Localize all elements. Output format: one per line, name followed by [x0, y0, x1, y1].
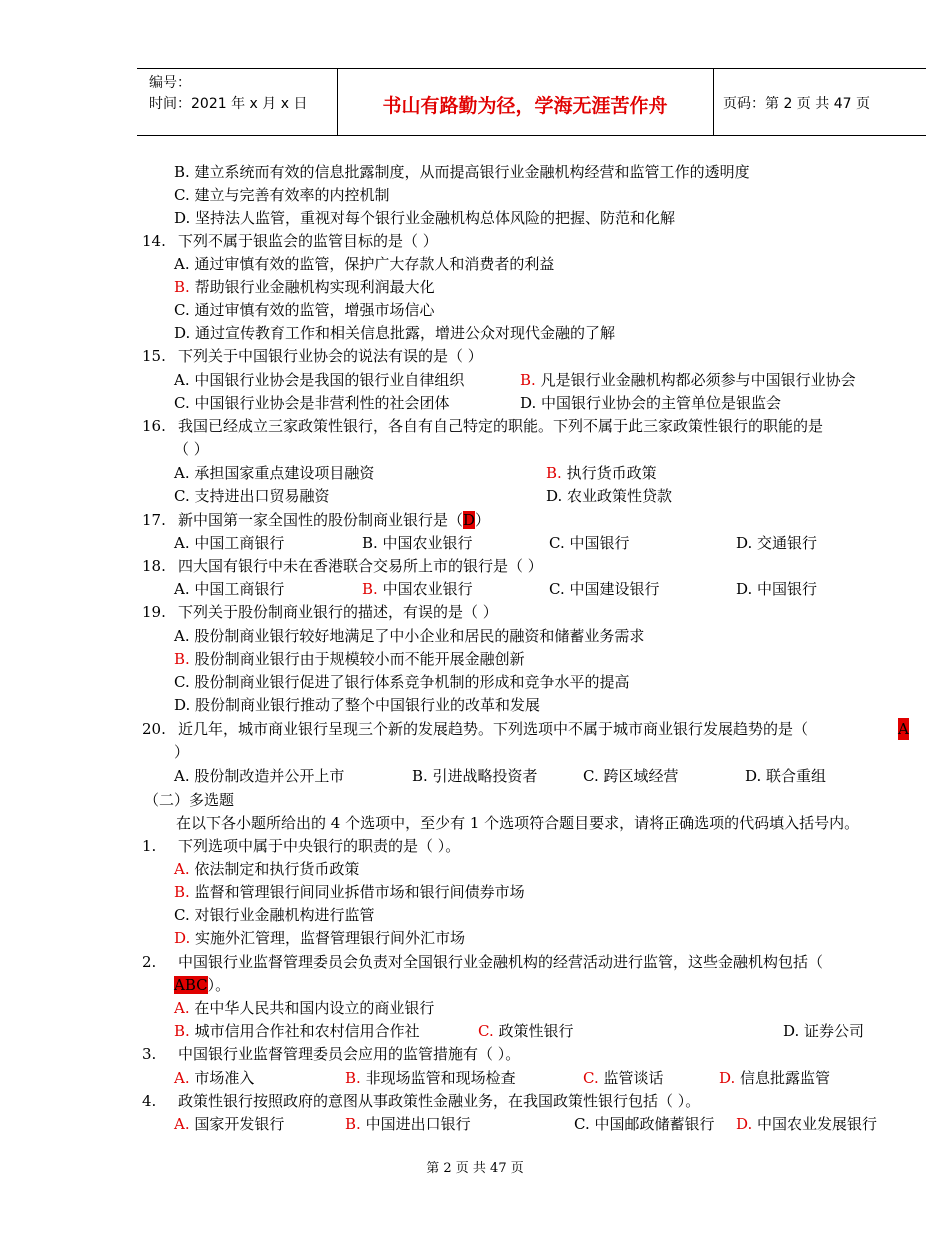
section-heading: （二）多选题	[144, 791, 235, 809]
option-line	[174, 858, 359, 880]
option-line	[174, 276, 435, 298]
section-instructions: 在以下各小题所给出的 4 个选项中，至少有 1 个选项符合题目要求，请将正确选项的代码填入括号内。	[176, 814, 860, 832]
option-line	[174, 881, 525, 903]
option-line: A. 中国工商银行	[174, 534, 285, 552]
option-line	[345, 1067, 516, 1089]
question-text: 新中国第一家全国性的股份制商业银行是（	[178, 511, 464, 529]
question-number: 1.	[142, 837, 157, 855]
option-line: D. 中国银行业协会的主管单位是银监会	[520, 394, 782, 412]
question-number: 20.	[142, 720, 166, 738]
option-line	[546, 462, 657, 484]
page-footer: 第 2 页 共 47 页	[426, 1161, 524, 1176]
option-line: C. 支持进出口贸易融资	[174, 487, 330, 505]
question-15	[142, 345, 483, 367]
option-text: 信息批露监管	[735, 1069, 831, 1087]
answer-highlight: ABC	[174, 976, 208, 994]
question-text: 四大国有银行中未在香港联合交易所上市的银行是（ ）	[178, 557, 543, 575]
option-text: 监管谈话	[598, 1069, 664, 1087]
option-line: D. 中国银行	[736, 580, 818, 598]
option-text: 国家开发银行	[189, 1115, 285, 1133]
answer-highlight: D	[463, 511, 476, 529]
answer-letter: A.	[174, 860, 190, 878]
answer-letter: B.	[546, 464, 562, 482]
question-number: 2.	[142, 953, 157, 971]
question-number: 18.	[142, 557, 166, 575]
option-line	[174, 1113, 284, 1135]
option-line	[362, 578, 473, 600]
option-text: 执行货币政策	[561, 464, 657, 482]
question-number: 15.	[142, 347, 166, 365]
question-text: 近几年，城市商业银行呈现三个新的发展趋势。下列选项中不属于城市商业银行发展趋势的是（	[178, 720, 809, 738]
option-text: 中国农业银行	[377, 580, 473, 598]
answer-letter: B.	[520, 371, 536, 389]
option-line: C. 中国建设银行	[549, 580, 660, 598]
option-line: C. 中国银行业协会是非营利性的社会团体	[174, 394, 450, 412]
option-line	[174, 1067, 254, 1089]
question-text: 政策性银行按照政府的意图从事政策性金融业务，在我国政策性银行包括（ ）。	[178, 1092, 701, 1110]
option-text: 凡是银行业金融机构都必须参与中国银行业协会	[535, 371, 856, 389]
option-text: 监督和管理银行间同业拆借市场和银行间债券市场	[189, 883, 525, 901]
answer-letter: C.	[583, 1069, 599, 1087]
option-line: D. 交通银行	[736, 534, 818, 552]
option-text: 股份制商业银行由于规模较小而不能开展金融创新	[189, 650, 525, 668]
question-paren: ）	[174, 743, 190, 761]
option-line: D. 农业政策性贷款	[546, 487, 673, 505]
option-text: 政策性银行	[493, 1022, 574, 1040]
answer-highlight: A	[898, 720, 909, 738]
header-motto: 书山有路勤为径，学海无涯苦作舟	[382, 95, 668, 117]
option-line: D. 股份制商业银行推动了整个中国银行业的改革和发展	[174, 696, 541, 714]
answer-letter: D.	[174, 929, 191, 947]
header-divider	[337, 69, 338, 135]
question-text: 中国银行业监督管理委员会应用的监管措施有（ ）。	[178, 1045, 521, 1063]
option-line: D. 坚持法人监管，重视对每个银行业金融机构总体风险的把握、防范和化解	[174, 209, 676, 227]
option-line: C. 中国邮政储蓄银行	[574, 1115, 715, 1133]
option-line	[174, 1020, 420, 1042]
option-line: C. 对银行业金融机构进行监管	[174, 906, 375, 924]
question-m1	[142, 835, 460, 857]
answer-letter: B.	[174, 278, 190, 296]
question-text: 下列关于中国银行业协会的说法有误的是（ ）	[178, 347, 483, 365]
question-number: 17.	[142, 511, 166, 529]
question-answer-line	[174, 974, 230, 996]
header-time: 时间：2021 年 x 月 x 日	[149, 96, 308, 112]
question-m3	[142, 1043, 520, 1065]
question-m4	[142, 1090, 700, 1112]
question-m2	[142, 951, 823, 973]
option-line	[174, 648, 525, 670]
answer-letter: D.	[736, 1115, 753, 1133]
option-line: D. 证券公司	[783, 1022, 865, 1040]
option-line	[583, 1067, 664, 1089]
question-text: 下列不属于银监会的监管目标的是（ ）	[178, 232, 438, 250]
question-20	[142, 718, 808, 740]
question-paren: （ ）	[174, 440, 209, 458]
question-text: 下列选项中属于中央银行的职责的是（ ）。	[178, 837, 461, 855]
option-line: B. 引进战略投资者	[412, 767, 538, 785]
option-text: 非现场监管和现场检查	[360, 1069, 516, 1087]
answer-letter: A.	[174, 1115, 190, 1133]
question-19	[142, 601, 498, 623]
option-text: 实施外汇管理，监督管理银行间外汇市场	[190, 929, 466, 947]
option-line: C. 建立与完善有效率的内控机制	[174, 186, 390, 204]
question-17	[142, 509, 490, 531]
option-line: A. 股份制改造并公开上市	[174, 767, 345, 785]
question-number: 19.	[142, 603, 166, 621]
question-text: 中国银行业监督管理委员会负责对全国银行业金融机构的经营活动进行监管，这些金融机构包括（	[178, 953, 824, 971]
question-number: 3.	[142, 1045, 157, 1063]
option-text: 城市信用合作社和农村信用合作社	[189, 1022, 420, 1040]
option-line: A. 股份制商业银行较好地满足了中小企业和居民的融资和储蓄业务需求	[174, 627, 645, 645]
option-line: B. 中国农业银行	[362, 534, 473, 552]
header-page: 页码：第 2 页 共 47 页	[723, 96, 870, 112]
answer-letter: B.	[362, 580, 378, 598]
question-18	[142, 555, 543, 577]
question-text: 下列关于股份制商业银行的描述，有误的是（ ）	[178, 603, 498, 621]
option-line: B. 建立系统而有效的信息批露制度，从而提高银行业金融机构经营和监管工作的透明度	[174, 163, 750, 181]
option-line: A. 中国银行业协会是我国的银行业自律组织	[174, 371, 465, 389]
option-line: C. 中国银行	[549, 534, 630, 552]
question-text: 我国已经成立三家政策性银行，各自有自己特定的职能。下列不属于此三家政策性银行的职能的是	[178, 417, 824, 435]
answer-letter: D.	[719, 1069, 736, 1087]
option-line	[736, 1113, 877, 1135]
header-left	[149, 73, 307, 115]
answer-letter: A.	[174, 999, 190, 1017]
option-line: D. 联合重组	[745, 767, 827, 785]
question-text: ）	[475, 511, 491, 529]
header-divider	[713, 69, 714, 135]
answer-letter: B.	[174, 1022, 190, 1040]
question-16	[142, 415, 823, 437]
option-text: 中国农业发展银行	[752, 1115, 878, 1133]
question-number: 14.	[142, 232, 166, 250]
option-line: C. 通过审慎有效的监管，增强市场信心	[174, 301, 435, 319]
option-line: A. 承担国家重点建设项目融资	[174, 464, 375, 482]
question-text: ）。	[207, 976, 231, 994]
option-text: 在中华人民共和国内设立的商业银行	[189, 999, 435, 1017]
option-text: 市场准入	[189, 1069, 255, 1087]
answer-letter: B.	[174, 883, 190, 901]
answer-letter: B.	[345, 1069, 361, 1087]
option-line: A. 通过审慎有效的监管，保护广大存款人和消费者的利益	[174, 255, 555, 273]
question-14	[142, 230, 438, 252]
page-header	[137, 68, 926, 136]
question-number: 4.	[142, 1092, 157, 1110]
option-line: C. 跨区域经营	[583, 767, 679, 785]
option-line	[174, 997, 434, 1019]
option-line: D. 通过宣传教育工作和相关信息批露，增进公众对现代金融的了解	[174, 324, 616, 342]
question-number: 16.	[142, 417, 166, 435]
option-line	[719, 1067, 830, 1089]
option-text: 依法制定和执行货币政策	[189, 860, 360, 878]
option-text: 中国进出口银行	[360, 1115, 471, 1133]
answer-letter: C.	[478, 1022, 494, 1040]
answer-letter: A.	[174, 1069, 190, 1087]
header-serial: 编号：	[149, 75, 191, 91]
answer-letter: B.	[174, 650, 190, 668]
option-text: 帮助银行业金融机构实现利润最大化	[189, 278, 435, 296]
option-line	[478, 1020, 574, 1042]
answer-letter: B.	[345, 1115, 361, 1133]
option-line	[174, 927, 465, 949]
option-line	[520, 369, 856, 391]
option-line: C. 股份制商业银行促进了银行体系竞争机制的形成和竞争水平的提高	[174, 673, 630, 691]
option-line	[345, 1113, 471, 1135]
option-line: A. 中国工商银行	[174, 580, 285, 598]
